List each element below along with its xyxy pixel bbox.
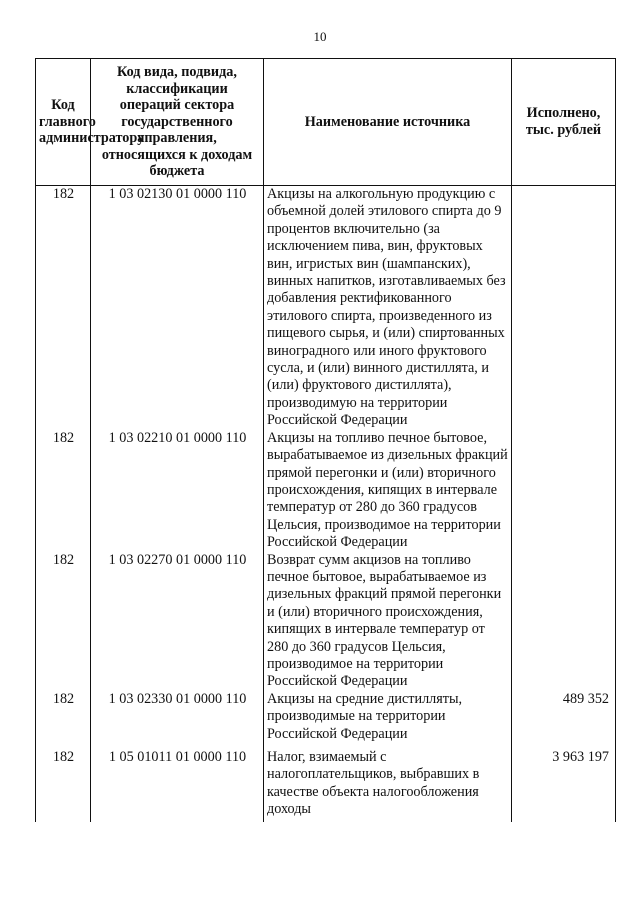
- classification-code-cell: 1 05 01011 01 0000 110: [91, 743, 264, 822]
- admin-code-cell: 182: [36, 186, 91, 430]
- source-name-cell: Акцизы на алкогольную продукцию с объемной долей этилового спирта до 9 процентов включительно (за исключением пива, вин, фруктовых вин, игристых вин (шампанских), винных напитков, изготавливаемых без добавления ректификованного этилового спирта, произведенного из пищевого сырья, и (или) спиртованных виноградного или иного фруктового сусла, и (или) винного дистиллята, и (или) фруктового дистиллята), производимую на территории Российской Федерации: [264, 186, 512, 430]
- classification-code-cell: 1 03 02130 01 0000 110: [91, 186, 264, 430]
- table-row: [36, 552, 616, 691]
- page-number: 10: [313, 29, 327, 44]
- source-name-cell: Возврат сумм акцизов на топливо печное бытовое, вырабатываемое из дизельных фракций прямой перегонки и (или) вторичного происхождения, кипящих в интервале температур от 280 до 360 градусов Цельсия, производимое на территории Российской Федерации: [264, 552, 512, 691]
- executed-amount-cell: [512, 552, 616, 691]
- executed-amount-cell: 3 963 197: [512, 743, 616, 822]
- table-row: [36, 691, 616, 743]
- admin-code-cell: 182: [36, 430, 91, 552]
- header-source-name: Наименование источника: [264, 59, 512, 186]
- classification-code-cell: 1 03 02270 01 0000 110: [91, 552, 264, 691]
- revenue-table: [35, 58, 616, 822]
- table-row: [36, 430, 616, 552]
- header-classification-code: Код вида, подвида, классификации операций сектора государственного управления, относящихся к доходам бюджета: [91, 59, 264, 186]
- admin-code-cell: 182: [36, 552, 91, 691]
- executed-amount-cell: [512, 430, 616, 552]
- source-name-cell: Налог, взимаемый с налогоплательщиков, выбравших в качестве объекта налогообложения доходы: [264, 743, 512, 822]
- executed-amount-cell: [512, 186, 616, 430]
- table-row: [36, 186, 616, 430]
- executed-amount-cell: 489 352: [512, 691, 616, 743]
- classification-code-cell: 1 03 02210 01 0000 110: [91, 430, 264, 552]
- header-executed: Исполнено, тыс. рублей: [512, 59, 616, 186]
- admin-code-cell: 182: [36, 691, 91, 743]
- source-name-cell: Акцизы на средние дистилляты, производимые на территории Российской Федерации: [264, 691, 512, 743]
- table-row: [36, 743, 616, 822]
- header-admin-code: Код главного администратора: [36, 59, 91, 186]
- classification-code-cell: 1 03 02330 01 0000 110: [91, 691, 264, 743]
- table-header-row: [36, 59, 616, 186]
- admin-code-cell: 182: [36, 743, 91, 822]
- source-name-cell: Акцизы на топливо печное бытовое, вырабатываемое из дизельных фракций прямой перегонки и (или) вторичного происхождения, кипящих в интервале температур от 280 до 360 градусов Цельсия, производимое на территории Российской Федерации: [264, 430, 512, 552]
